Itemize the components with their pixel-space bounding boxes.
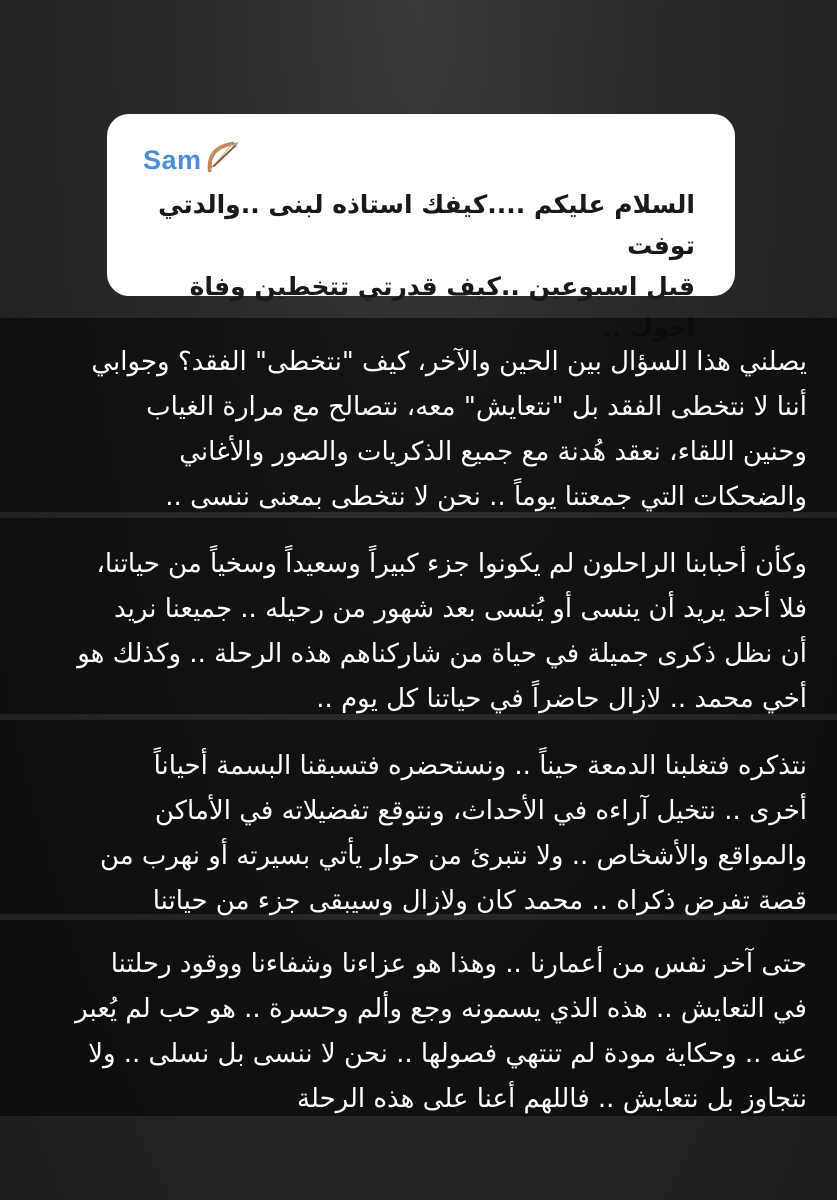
- answer-block-2: [0, 518, 837, 714]
- question-card[interactable]: [107, 114, 735, 301]
- answer-paragraph: وكأن أحبابنا الراحلون لم يكونوا جزء كبيراً وسعيداً وسخياً من حياتنا، فلا أحد يريد أن ينسى أو يُنسى بعد شهور من رحيله .. جميعنا نريد أن نظل ذكرى جميلة في حياة من شاركناهم هذه الرحلة .. وكذلك هو أخي محمد .. لازال حاضراً في حياتنا كل يوم ..: [77, 549, 807, 714]
- answer-paragraph: حتى آخر نفس من أعمارنا .. وهذا هو عزاءنا وشفاءنا ووقود رحلتنا في التعايش .. هذه الذي يسمونه وجع وألم وحسرة .. هو حب لم يُعبر عنه .. وحكاية مودة لم تنتهي فصولها .. نحن لا ننسى بل نسلى .. ولا نتجاوز بل نتعايش .. فاللهم أعنا على هذه الرحلة: [75, 949, 807, 1114]
- sagittarius-archer-icon: [204, 138, 242, 176]
- answer-block-3: [0, 720, 837, 914]
- answer-paragraph: نتذكره فتغلبنا الدمعة حيناً .. ونستحضره فتسبقنا البسمة أحياناً أخرى .. نتخيل آراءه في الأحداث، ونتوقع تفضيلاته في الأماكن والمواقع والأشخاص .. ولا نتبرئ من حوار يأتي بسيرته أو نهرب من قصة تفرض ذكراه .. محمد كان ولازال وسيبقى جزء من حياتنا: [99, 751, 807, 916]
- answer-block-4: [0, 920, 837, 1116]
- question-text: السلام عليكم ....كيفك استاذه لبنى ..والدتي توفت قبل اسبوعين ..كيف قدرتي تتخطين وفاة: [158, 190, 695, 301]
- sender: [143, 138, 695, 182]
- answer-block-1: [0, 318, 837, 512]
- sender-name: Sam: [143, 144, 202, 175]
- answer-paragraph: يصلني هذا السؤال بين الحين والآخر، كيف "نتخطى" الفقد؟ وجوابي أننا لا نتخطى الفقد بل "نتعايش" معه، نتصالح مع مرارة الغياب وحنين اللقاء، نعقد هُدنة مع جميع الذكريات والصور والأغاني والضحكات التي جمعتنا يوماً .. نحن لا نتخطى بمعنى ننسى ..: [91, 347, 807, 512]
